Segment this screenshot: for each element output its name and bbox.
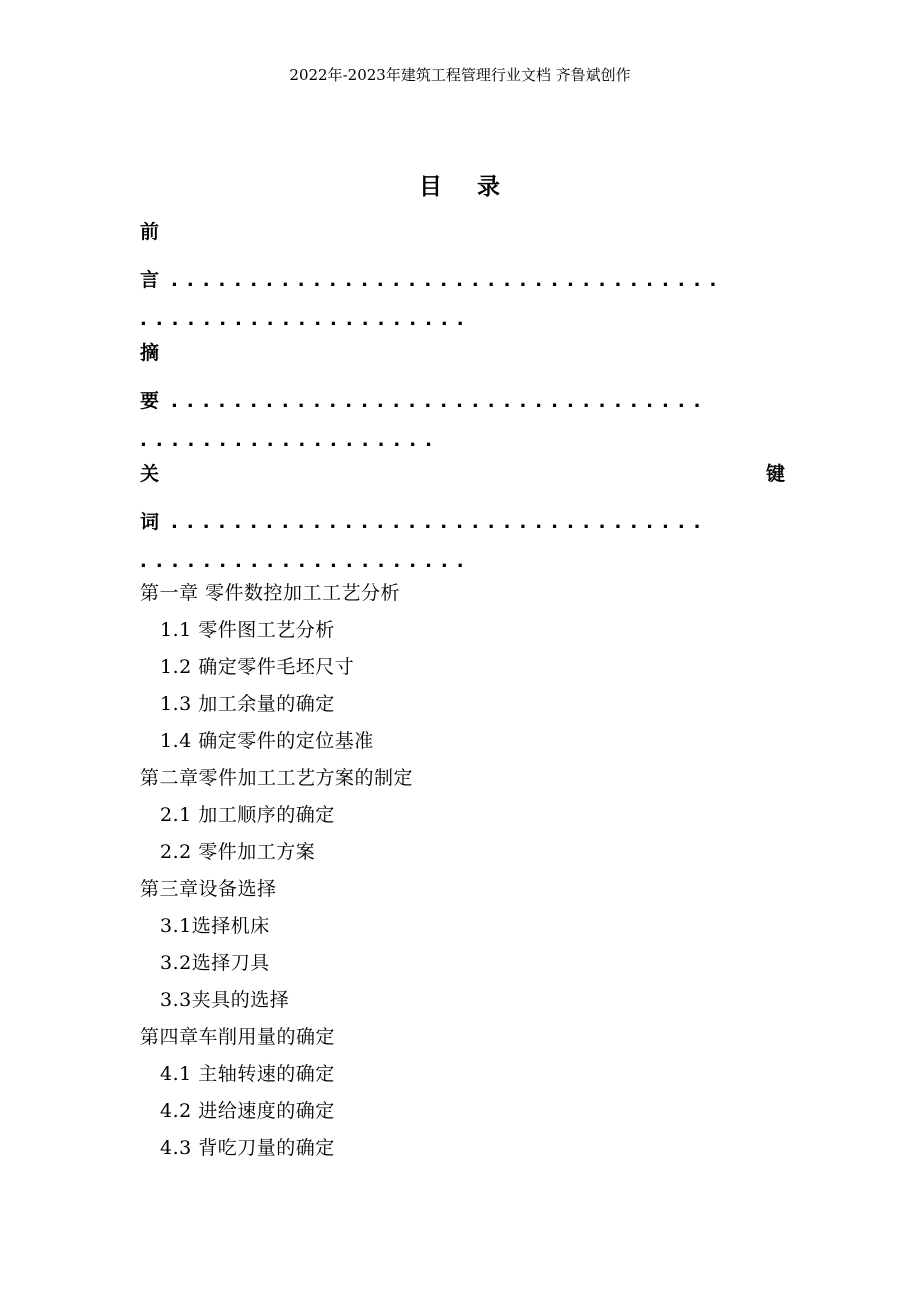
toc-entry-abstract-line2[interactable] <box>140 388 785 414</box>
toc-section[interactable]: 1.4 确定零件的定位基准 <box>160 730 374 752</box>
toc-entry-label: 关 <box>140 463 160 485</box>
toc-chapter-2[interactable]: 第二章零件加工工艺方案的制定 <box>140 767 414 789</box>
leader-dots-continued: ..................... <box>140 551 473 572</box>
toc-entry-preface-line1[interactable] <box>140 219 785 245</box>
title-char-2: 录 <box>477 174 501 200</box>
leader-dots-continued: ..................... <box>140 309 473 330</box>
toc-entry-label: 前 <box>140 221 160 243</box>
toc-entry-label: 言 <box>140 269 160 291</box>
page-header: 2022年-2023年建筑工程管理行业文档 齐鲁斌创作 <box>289 66 631 84</box>
toc-section[interactable]: 1.3 加工余量的确定 <box>160 693 335 715</box>
toc-entry-keywords-line1[interactable] <box>140 461 785 487</box>
toc-entry-label: 键 <box>765 463 785 485</box>
toc-section[interactable]: 2.2 零件加工方案 <box>160 841 316 863</box>
toc-section[interactable]: 1.2 确定零件毛坯尺寸 <box>160 656 355 678</box>
leader-dots: .................................. <box>171 512 710 533</box>
toc-entry-preface-line2[interactable] <box>140 267 785 293</box>
page-title <box>0 168 920 201</box>
toc-section[interactable]: 4.1 主轴转速的确定 <box>160 1063 335 1085</box>
toc-section[interactable]: 4.3 背吃刀量的确定 <box>160 1137 335 1159</box>
toc-section[interactable]: 2.1 加工顺序的确定 <box>160 804 335 826</box>
toc-entry-abstract-line1[interactable] <box>140 340 785 366</box>
toc-entry-label: 要 <box>140 390 160 412</box>
toc-entry-label: 摘 <box>140 342 160 364</box>
toc-section[interactable]: 3.3夹具的选择 <box>160 989 290 1011</box>
title-char-1: 目 <box>419 174 443 200</box>
toc-entry-keywords-line2[interactable] <box>140 509 785 535</box>
toc-chapter-1[interactable]: 第一章 零件数控加工工艺分析 <box>140 582 401 604</box>
leader-dots: ................................... <box>171 270 726 291</box>
toc-section[interactable]: 1.1 零件图工艺分析 <box>160 619 335 641</box>
leader-dots-continued: ................... <box>140 430 441 451</box>
toc-section[interactable]: 4.2 进给速度的确定 <box>160 1100 335 1122</box>
toc-section[interactable]: 3.2选择刀具 <box>160 952 270 974</box>
toc-chapter-3[interactable]: 第三章设备选择 <box>140 878 277 900</box>
leader-dots: .................................. <box>171 391 710 412</box>
toc-entry-label: 词 <box>140 511 160 533</box>
toc-section[interactable]: 3.1选择机床 <box>160 915 270 937</box>
toc-chapter-4[interactable]: 第四章车削用量的确定 <box>140 1026 336 1048</box>
